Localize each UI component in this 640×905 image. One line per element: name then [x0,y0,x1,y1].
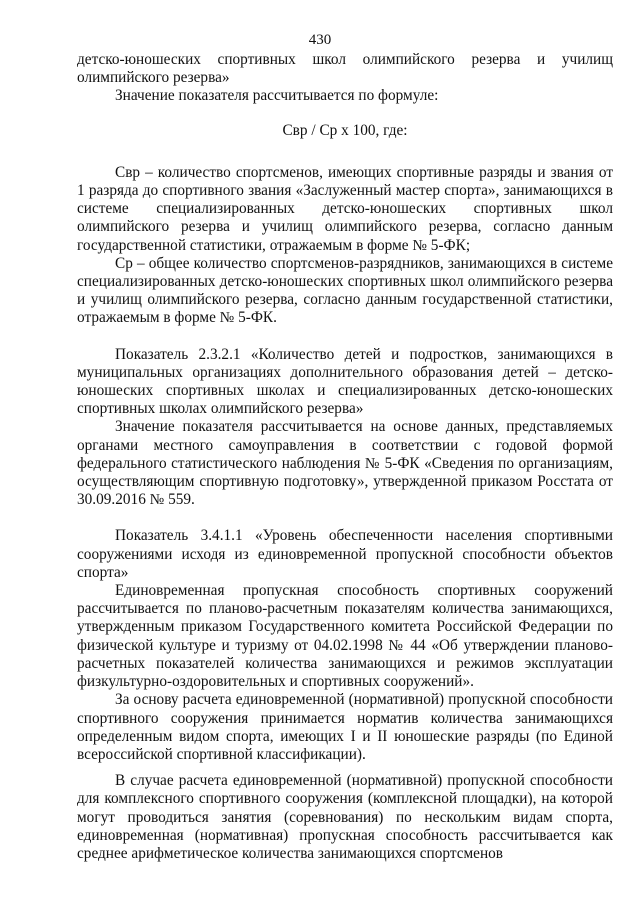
page-number: 430 [308,32,332,48]
paragraph-continuation: детско-юношеских спортивных школ олимпийского резерва и училищ олимпийского резерва» [77,51,613,87]
paragraph-capacity-basis: За основу расчета единовременной (нормативной) пропускной способности спортивного сооружения принимается норматив количества занимающихся определенным видом спорта, имеющих I и II юношеские разряды (по Единой всероссийской спортивной классификации). [77,691,613,763]
document-body [77,51,613,863]
paragraph-sr-definition: Ср – общее количество спортсменов-разрядников, занимающихся в системе специализированных детско-юношеских спортивных школ олимпийского резерва и училищ олимпийского резерва, согласно данным государственной статистики, отражаемым в форме № 5-ФК. [77,254,613,327]
paragraph-indicator-3-4-1-1: Показатель 3.4.1.1 «Уровень обеспеченности населения спортивными сооружениями исходя из единовременной пропускной способности объектов спорта» [77,527,613,581]
paragraph-indicator-2-3-2-1-calc: Значение показателя рассчитывается на основе данных, представляемых органами местного самоуправления в соответствии с годовой формой федерального статистического наблюдения № 5-ФК «Сведения по организациям, осуществляющим спортивную подготовку», утвержденной приказом Росстата от 30.09.2016 № 559. [77,418,613,509]
paragraph-capacity-calc: Единовременная пропускная способность спортивных сооружений рассчитывается по планово-расчетным показателям количества занимающихся, утвержденным приказом Государственного комитета Российской Федерации по физической культуре и туризму от 04.02.1998 № 44 «Об утверждении планово-расчетных показателей количества занимающихся и режимов эксплуатации физкультурно-оздоровительных и спортивных сооружений». [77,582,613,691]
paragraph-complex-facility: В случае расчета единовременной (нормативной) пропускной способности для комплексного спортивного сооружения (комплексной площадки), на которой могут проводиться занятия (соревнования) по нескольким видам спорта, единовременная (нормативная) пропускная способность рассчитывается как среднее арифметическое количества занимающихся спортсменов [77,772,613,862]
formula: Свр / Ср x 100, где: [282,121,408,139]
paragraph-formula-intro: Значение показателя рассчитывается по формуле: [115,87,439,105]
paragraph-indicator-2-3-2-1: Показатель 2.3.2.1 «Количество детей и подростков, занимающихся в муниципальных организациях дополнительного образования детей – детско-юношеских спортивных школах и специализированных детско-юношеских спортивных школах олимпийского резерва» [77,345,613,418]
paragraph-svr-definition: Свр – количество спортсменов, имеющих спортивные разряды и звания от 1 разряда до спортивного звания «Заслуженный мастер спорта», занимающихся в системе специализированных детско-юношеских спортивных школ олимпийского резерва и училищ олимпийского резерва, согласно данным государственной статистики, отражаемым в форме № 5-ФК; [77,163,613,254]
